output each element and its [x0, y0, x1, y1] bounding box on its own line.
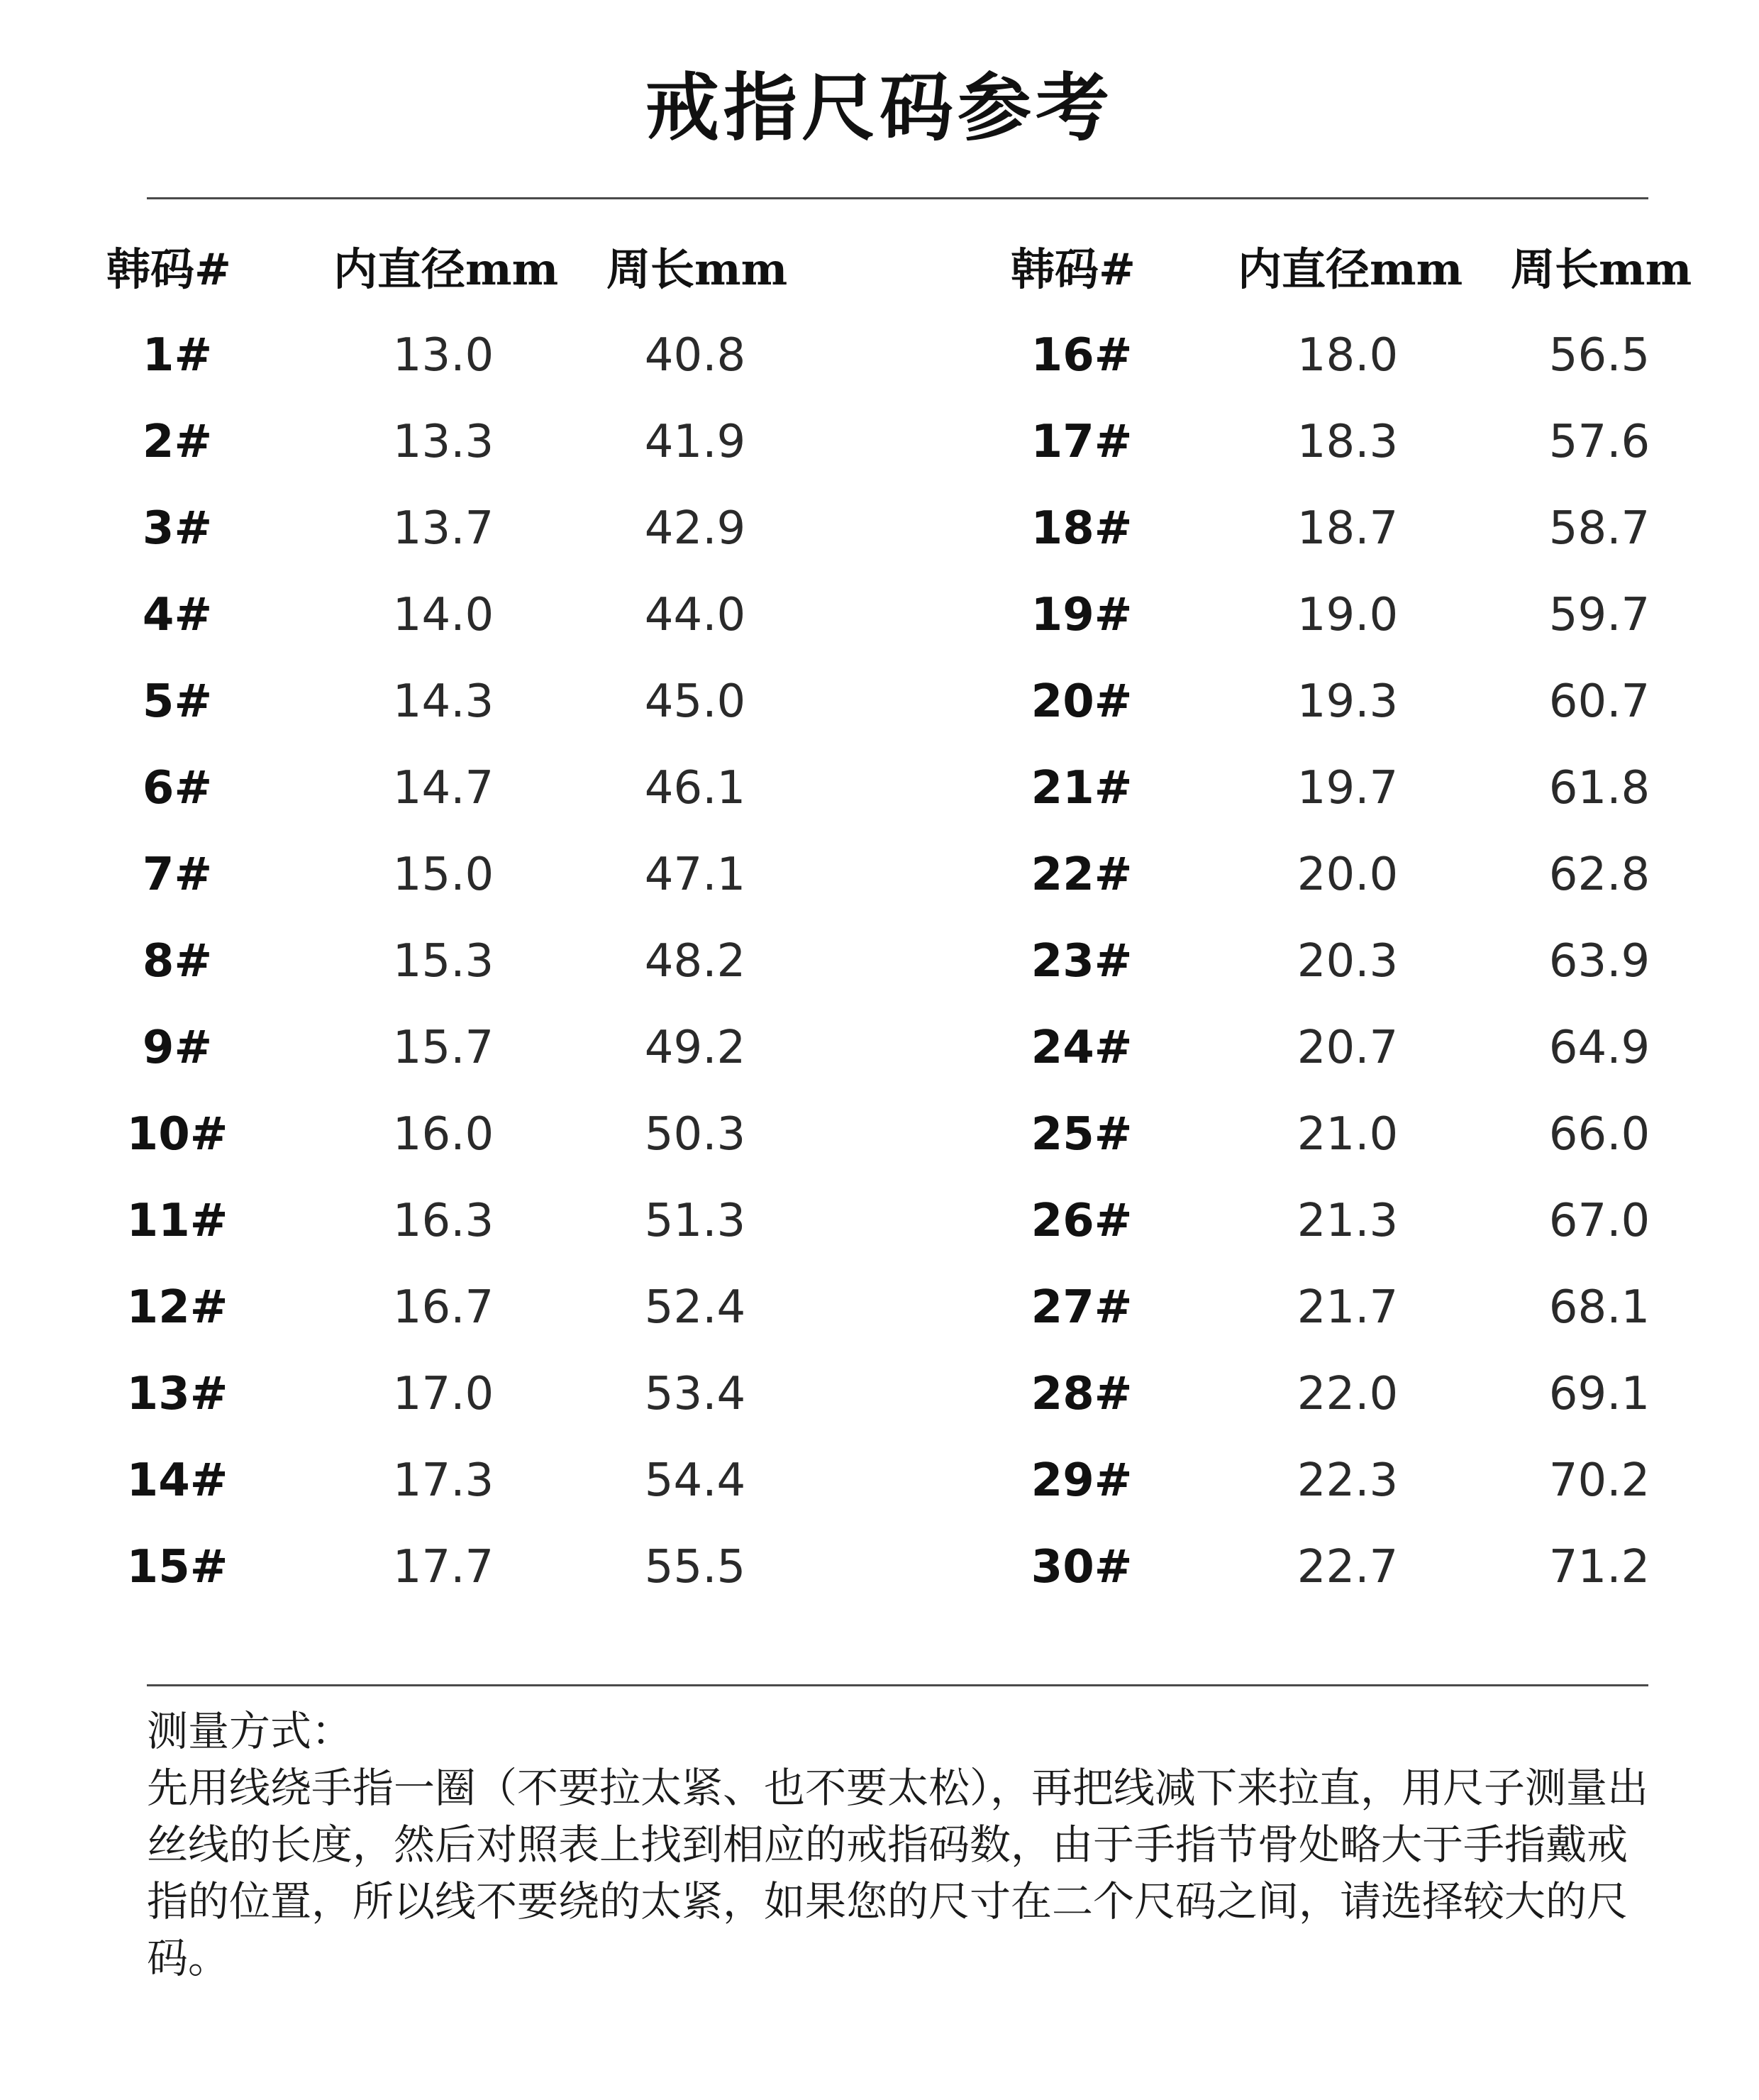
table-row — [106, 399, 801, 485]
size-cell: 14# — [126, 1454, 228, 1507]
table-header — [1011, 227, 1706, 312]
inner-diameter-cell: 15.7 — [392, 1022, 494, 1074]
table-row — [106, 1264, 801, 1351]
circumference-cell: 45.0 — [644, 675, 746, 728]
inner-diameter-cell: 18.0 — [1297, 329, 1399, 382]
inner-diameter-cell: 19.0 — [1297, 589, 1399, 641]
bottom-divider — [147, 1684, 1648, 1686]
header-circumference: 周长mm — [606, 243, 788, 295]
circumference-cell: 66.0 — [1548, 1108, 1650, 1161]
size-cell: 4# — [142, 589, 213, 641]
table-row — [106, 485, 801, 572]
inner-diameter-cell: 13.7 — [392, 502, 494, 555]
measurement-note — [147, 1703, 1648, 1986]
size-cell: 5# — [142, 675, 213, 728]
table-row — [106, 918, 801, 1005]
size-cell: 11# — [126, 1195, 228, 1247]
table-row — [1011, 918, 1706, 1005]
size-cell: 20# — [1031, 675, 1133, 728]
circumference-cell: 68.1 — [1548, 1281, 1650, 1334]
table-row — [1011, 1264, 1706, 1351]
table-row — [1011, 658, 1706, 745]
inner-diameter-cell: 21.0 — [1297, 1108, 1399, 1161]
size-cell: 28# — [1031, 1368, 1133, 1420]
table-header — [106, 227, 801, 312]
size-cell: 3# — [142, 502, 213, 555]
inner-diameter-cell: 22.7 — [1297, 1541, 1399, 1593]
size-cell: 9# — [142, 1022, 213, 1074]
size-cell: 23# — [1031, 935, 1133, 988]
circumference-cell: 49.2 — [644, 1022, 746, 1074]
circumference-cell: 59.7 — [1548, 589, 1650, 641]
circumference-cell: 61.8 — [1548, 762, 1650, 814]
size-cell: 16# — [1031, 329, 1133, 382]
circumference-cell: 63.9 — [1548, 935, 1650, 988]
inner-diameter-cell: 14.0 — [392, 589, 494, 641]
size-cell: 29# — [1031, 1454, 1133, 1507]
size-cell: 12# — [126, 1281, 228, 1334]
table-row — [106, 831, 801, 918]
circumference-cell: 53.4 — [644, 1368, 746, 1420]
circumference-cell: 69.1 — [1548, 1368, 1650, 1420]
circumference-cell: 55.5 — [644, 1541, 746, 1593]
size-cell: 24# — [1031, 1022, 1133, 1074]
table-row — [1011, 572, 1706, 658]
size-cell: 27# — [1031, 1281, 1133, 1334]
circumference-cell: 40.8 — [644, 329, 746, 382]
circumference-cell: 52.4 — [644, 1281, 746, 1334]
header-inner-diameter: 内直径mm — [333, 243, 559, 295]
size-cell: 2# — [142, 416, 213, 468]
size-cell: 8# — [142, 935, 213, 988]
header-circumference: 周长mm — [1511, 243, 1692, 295]
circumference-cell: 46.1 — [644, 762, 746, 814]
size-cell: 18# — [1031, 502, 1133, 555]
inner-diameter-cell: 15.0 — [392, 849, 494, 901]
table-row — [1011, 831, 1706, 918]
table-row — [1011, 312, 1706, 399]
inner-diameter-cell: 18.7 — [1297, 502, 1399, 555]
inner-diameter-cell: 16.3 — [392, 1195, 494, 1247]
circumference-cell: 54.4 — [644, 1454, 746, 1507]
table-row — [106, 658, 801, 745]
inner-diameter-cell: 22.3 — [1297, 1454, 1399, 1507]
inner-diameter-cell: 13.0 — [392, 329, 494, 382]
size-cell: 15# — [126, 1541, 228, 1593]
size-table-right — [1011, 227, 1706, 1610]
size-cell: 17# — [1031, 416, 1133, 468]
inner-diameter-cell: 17.3 — [392, 1454, 494, 1507]
table-body-right — [1011, 312, 1706, 1610]
table-row — [106, 1091, 801, 1178]
circumference-cell: 50.3 — [644, 1108, 746, 1161]
circumference-cell: 41.9 — [644, 416, 746, 468]
inner-diameter-cell: 20.3 — [1297, 935, 1399, 988]
circumference-cell: 51.3 — [644, 1195, 746, 1247]
table-row — [106, 1005, 801, 1091]
size-cell: 13# — [126, 1368, 228, 1420]
table-body-left — [106, 312, 801, 1610]
size-cell: 26# — [1031, 1195, 1133, 1247]
inner-diameter-cell: 14.3 — [392, 675, 494, 728]
table-row — [1011, 745, 1706, 831]
table-row — [106, 572, 801, 658]
inner-diameter-cell: 16.0 — [392, 1108, 494, 1161]
table-row — [1011, 1437, 1706, 1524]
inner-diameter-cell: 18.3 — [1297, 416, 1399, 468]
circumference-cell: 56.5 — [1548, 329, 1650, 382]
header-inner-diameter: 内直径mm — [1238, 243, 1463, 295]
page-title: 戒指尺码参考 — [645, 64, 1114, 151]
inner-diameter-cell: 14.7 — [392, 762, 494, 814]
size-cell: 7# — [142, 849, 213, 901]
table-row — [1011, 485, 1706, 572]
table-row — [106, 1178, 801, 1264]
circumference-cell: 70.2 — [1548, 1454, 1650, 1507]
header-size: 韩码# — [106, 243, 231, 295]
inner-diameter-cell: 15.3 — [392, 935, 494, 988]
circumference-cell: 58.7 — [1548, 502, 1650, 555]
circumference-cell: 60.7 — [1548, 675, 1650, 728]
circumference-cell: 67.0 — [1548, 1195, 1650, 1247]
inner-diameter-cell: 20.7 — [1297, 1022, 1399, 1074]
inner-diameter-cell: 21.7 — [1297, 1281, 1399, 1334]
table-row — [106, 312, 801, 399]
circumference-cell: 47.1 — [644, 849, 746, 901]
table-row — [106, 1437, 801, 1524]
inner-diameter-cell: 16.7 — [392, 1281, 494, 1334]
table-row — [106, 1351, 801, 1437]
size-cell: 22# — [1031, 849, 1133, 901]
circumference-cell: 62.8 — [1548, 849, 1650, 901]
table-row — [1011, 1351, 1706, 1437]
table-row — [1011, 399, 1706, 485]
size-cell: 1# — [142, 329, 213, 382]
table-row — [1011, 1091, 1706, 1178]
size-table-left — [106, 227, 801, 1610]
table-row — [1011, 1524, 1706, 1610]
inner-diameter-cell: 17.0 — [392, 1368, 494, 1420]
inner-diameter-cell: 22.0 — [1297, 1368, 1399, 1420]
circumference-cell: 71.2 — [1548, 1541, 1650, 1593]
top-divider — [147, 197, 1648, 199]
inner-diameter-cell: 20.0 — [1297, 849, 1399, 901]
size-cell: 30# — [1031, 1541, 1133, 1593]
inner-diameter-cell: 19.3 — [1297, 675, 1399, 728]
size-cell: 19# — [1031, 589, 1133, 641]
inner-diameter-cell: 19.7 — [1297, 762, 1399, 814]
measurement-body: 先用线绕手指一圈（不要拉太紧、也不要太松），再把线减下来拉直，用尺子测量出丝线的长度，然后对照表上找到相应的戒指码数，由于手指节骨处略大于手指戴戒指的位置，所以线不要绕的太紧，如果您的尺寸在二个尺码之间，请选择较大的尺码。 — [147, 1764, 1649, 1982]
inner-diameter-cell: 13.3 — [392, 416, 494, 468]
circumference-cell: 48.2 — [644, 935, 746, 988]
size-cell: 10# — [126, 1108, 228, 1161]
table-row — [106, 1524, 801, 1610]
table-row — [1011, 1005, 1706, 1091]
size-cell: 6# — [142, 762, 213, 814]
table-row — [106, 745, 801, 831]
inner-diameter-cell: 21.3 — [1297, 1195, 1399, 1247]
header-size: 韩码# — [1011, 243, 1136, 295]
circumference-cell: 64.9 — [1548, 1022, 1650, 1074]
circumference-cell: 44.0 — [644, 589, 746, 641]
size-cell: 21# — [1031, 762, 1133, 814]
measurement-title: 测量方式： — [147, 1707, 353, 1755]
circumference-cell: 57.6 — [1548, 416, 1650, 468]
size-cell: 25# — [1031, 1108, 1133, 1161]
inner-diameter-cell: 17.7 — [392, 1541, 494, 1593]
table-row — [1011, 1178, 1706, 1264]
circumference-cell: 42.9 — [644, 502, 746, 555]
